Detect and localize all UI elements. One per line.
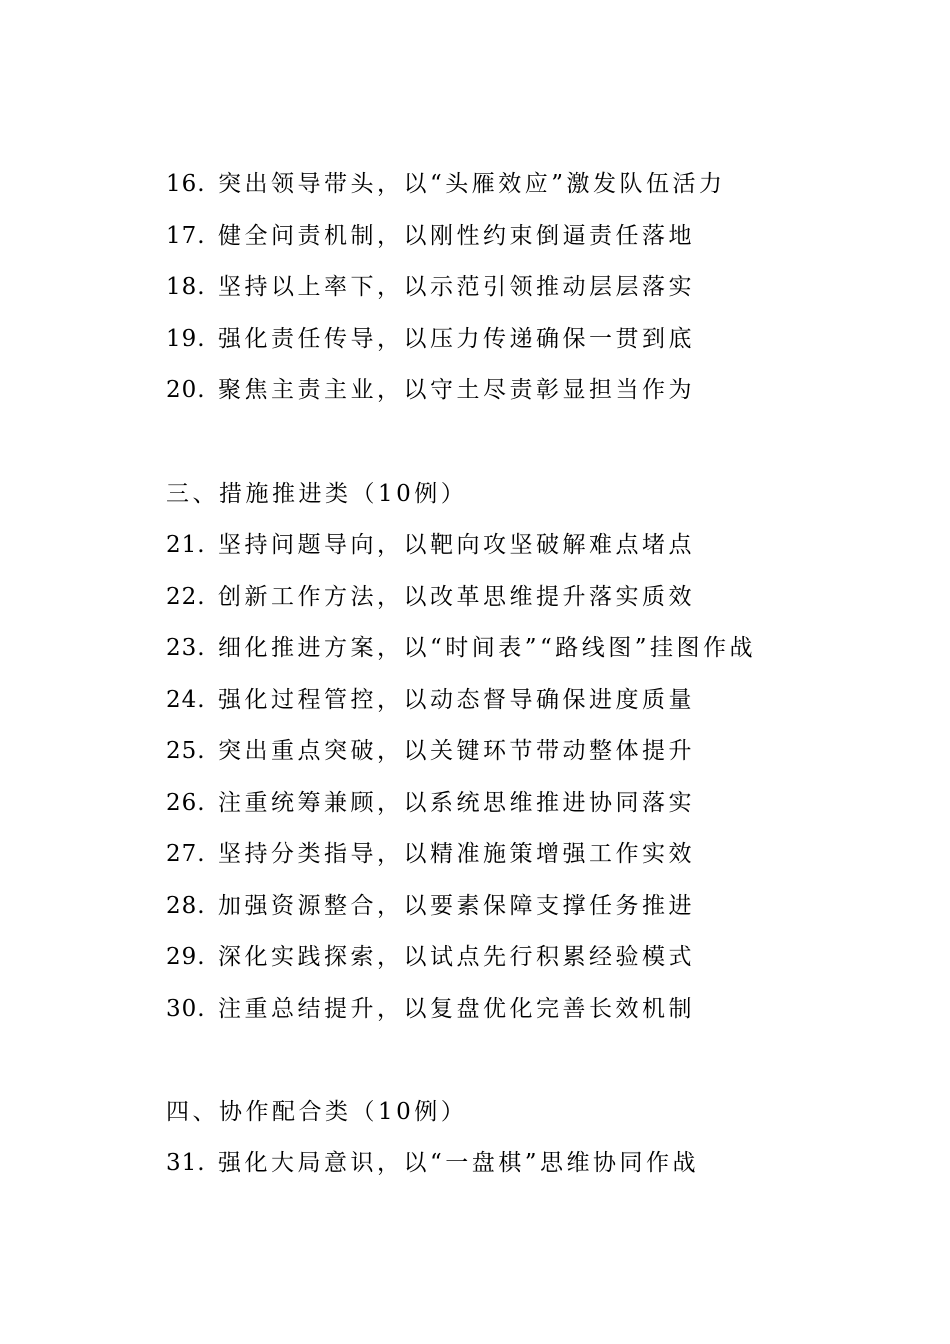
item-text: 强化过程管控，以动态督导确保进度质量 xyxy=(218,687,695,713)
item-number: 27. xyxy=(166,841,206,867)
item-number: 21. xyxy=(166,532,206,558)
list-item-19 xyxy=(166,319,695,359)
list-item-17 xyxy=(166,216,695,256)
list-item-23 xyxy=(166,628,756,668)
section-heading-3: 三、措施推进类（10例） xyxy=(166,481,468,507)
item-number: 26. xyxy=(166,790,206,816)
list-item-30 xyxy=(166,989,695,1029)
list-item-20 xyxy=(166,370,695,410)
item-text: 注重统筹兼顾，以系统思维推进协同落实 xyxy=(218,790,695,816)
item-number: 18. xyxy=(166,274,206,300)
item-number: 20. xyxy=(166,377,206,403)
list-item-18 xyxy=(166,267,695,307)
item-number: 22. xyxy=(166,584,206,610)
item-number: 24. xyxy=(166,687,206,713)
item-number: 28. xyxy=(166,893,206,919)
item-number: 29. xyxy=(166,944,206,970)
item-text: 细化推进方案，以“时间表”“路线图”挂图作战 xyxy=(218,635,757,661)
item-text: 突出重点突破，以关键环节带动整体提升 xyxy=(218,738,695,764)
item-text: 深化实践探索，以试点先行积累经验模式 xyxy=(218,944,695,970)
item-text: 创新工作方法，以改革思维提升落实质效 xyxy=(218,584,695,610)
item-text: 强化责任传导，以压力传递确保一贯到底 xyxy=(218,326,695,352)
list-item-24 xyxy=(166,680,695,720)
list-item-16 xyxy=(166,164,726,204)
item-text: 聚焦主责主业，以守土尽责彰显担当作为 xyxy=(218,377,695,403)
list-item-26 xyxy=(166,783,695,823)
item-text: 突出领导带头，以“头雁效应”激发队伍活力 xyxy=(218,171,726,197)
list-item-22 xyxy=(166,577,695,617)
list-item-27 xyxy=(166,834,695,874)
item-text: 强化大局意识，以“一盘棋”思维协同作战 xyxy=(218,1150,700,1176)
item-number: 23. xyxy=(166,635,206,661)
list-item-25 xyxy=(166,731,695,771)
item-number: 31. xyxy=(166,1150,206,1176)
item-text: 坚持以上率下，以示范引领推动层层落实 xyxy=(218,274,695,300)
item-number: 17. xyxy=(166,223,206,249)
item-number: 25. xyxy=(166,738,206,764)
list-item-29 xyxy=(166,937,695,977)
item-text: 坚持问题导向，以靶向攻坚破解难点堵点 xyxy=(218,532,695,558)
item-text: 健全问责机制，以刚性约束倒逼责任落地 xyxy=(218,223,695,249)
item-text: 加强资源整合，以要素保障支撑任务推进 xyxy=(218,893,695,919)
item-number: 19. xyxy=(166,326,206,352)
item-text: 坚持分类指导，以精准施策增强工作实效 xyxy=(218,841,695,867)
list-item-28 xyxy=(166,886,695,926)
item-text: 注重总结提升，以复盘优化完善长效机制 xyxy=(218,996,695,1022)
list-item-21 xyxy=(166,525,695,565)
item-number: 30. xyxy=(166,996,206,1022)
list-item-31 xyxy=(166,1143,699,1183)
item-number: 16. xyxy=(166,171,206,197)
section-heading-4: 四、协作配合类（10例） xyxy=(166,1099,468,1125)
